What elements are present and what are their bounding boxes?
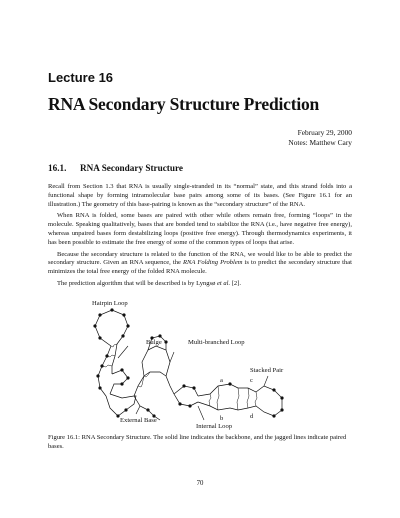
lecture-heading: Lecture 16: [48, 70, 114, 85]
label-stacked-pair: Stacked Pair: [250, 367, 284, 374]
label-a: a: [220, 377, 223, 384]
figure-caption: Figure 16.1: RNA Secondary Structure. The solid line indicates the backbone, and the jagged lines indicate paired bases.: [48, 434, 347, 450]
paragraph-3-text-b: is to predict the secondary structure that minimizes the total free energy of the folded RNA molecule.: [48, 259, 352, 276]
label-bulge: Bulge: [146, 339, 162, 346]
paragraph-3: [48, 251, 352, 277]
base-pair-bonds: [102, 344, 257, 410]
paragraph-4-text-a: The prediction algorithm that will be described is by Lyngsø: [57, 279, 218, 287]
body-text: [48, 183, 352, 292]
paragraph-3-text-a: Because the secondary structure is related to the function of the RNA, we would like to be able to predict the secondary structure. Given an RNA sequence, the: [48, 250, 352, 267]
label-c: c: [250, 377, 253, 384]
section-number: 16.1.: [48, 163, 67, 173]
label-hairpin-loop: Hairpin Loop: [92, 300, 128, 307]
label-b: b: [220, 415, 224, 422]
label-d: d: [250, 413, 254, 420]
page-number: 70: [196, 480, 204, 487]
backbone-line: [95, 310, 282, 420]
paragraph-4-emphasis: et al.: [217, 279, 231, 287]
label-external-base: External Base: [120, 417, 157, 424]
label-internal-loop: Internal Loop: [196, 423, 233, 430]
paragraph-2: When RNA is folded, some bases are paired with other while others remain free, forming “loops” in the molecule. Speaking qualitatively, bases that are bonded tend to stabilize the RNA (i.e., have negative free energy), whereas unpaired bases form destabilizing loops (positive free energy). Through thermodynamics experiments, it has been possible to estimate the free energy of some of the common types of loops that arise.: [48, 212, 352, 246]
base-nodes: [93, 308, 283, 417]
rna-structure-figure: [78, 300, 328, 430]
lecture-date: February 29, 2000: [297, 128, 352, 137]
rna-structure-diagram: [78, 300, 328, 430]
paragraph-4: [48, 280, 352, 289]
section-heading: [48, 163, 183, 173]
lecture-notes-author: Notes: Matthew Cary: [288, 138, 352, 147]
page-title: RNA Secondary Structure Prediction: [48, 94, 320, 114]
paragraph-1: Recall from Section 1.3 that RNA is usually single-stranded in its “normal” state, and this strand folds into a functional shape by forming intramolecular base pairs among some of its bases. (See Figure 16.1 for an illustration.) The geometry of this base-pairing is known as the “secondary structure” of the RNA.: [48, 183, 352, 208]
label-multi-branched-loop: Multi-branched Loop: [188, 339, 245, 346]
lecture-meta: [152, 128, 352, 148]
label-pointers: [118, 346, 268, 420]
section-title: RNA Secondary Structure: [80, 163, 183, 173]
paragraph-4-text-b: [2].: [230, 279, 242, 287]
paragraph-3-emphasis: RNA Folding Problem: [182, 259, 243, 267]
